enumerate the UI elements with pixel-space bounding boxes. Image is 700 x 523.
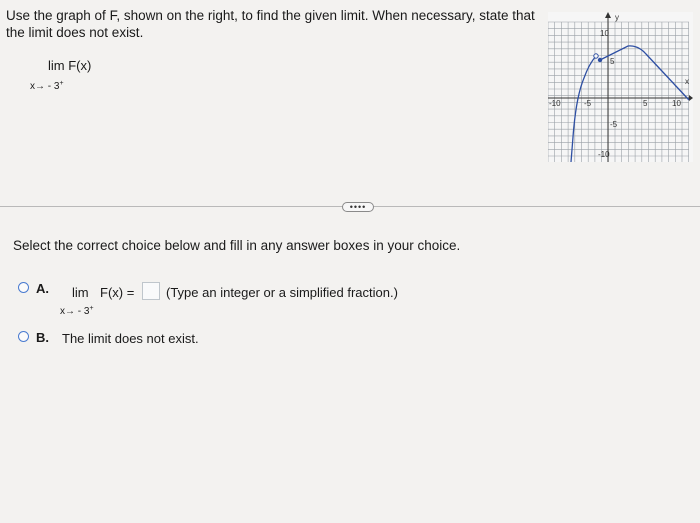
instruction-text: Select the correct choice below and fill in any answer boxes in your choice. [13, 238, 461, 253]
tick-y-5: 5 [610, 57, 615, 66]
question-text: Use the graph of F, shown on the right, to find the given limit. When necessary, state that the limit does not exist. [6, 8, 535, 40]
tick-x-5: 5 [643, 99, 648, 108]
tick-y-neg10: -10 [598, 150, 610, 159]
choice-b-letter: B. [36, 330, 49, 345]
choice-a-lim: lim [72, 285, 89, 300]
open-point [594, 54, 598, 58]
choice-a-subscript: x→ - 3+ [60, 305, 94, 317]
limit-expression: lim F(x) [48, 58, 92, 73]
function-graph[interactable] [548, 12, 693, 162]
tick-x-neg5: -5 [584, 99, 592, 108]
y-axis-label: y [615, 13, 619, 22]
limit-subscript: x→ - 3+ [30, 80, 64, 92]
tick-x-10: 10 [672, 99, 681, 108]
choice-a-letter: A. [36, 281, 49, 296]
choice-a-func: F(x) = [100, 285, 135, 300]
choice-b-radio[interactable] [18, 331, 29, 342]
x-axis-label: x [685, 77, 689, 86]
tick-y-neg5: -5 [610, 120, 618, 129]
more-button[interactable]: •••• [342, 202, 374, 212]
tick-y-10: 10 [600, 29, 609, 38]
choice-a-radio[interactable] [18, 282, 29, 293]
answer-input[interactable] [142, 282, 160, 300]
choice-a-hint: (Type an integer or a simplified fraction.) [166, 285, 398, 300]
tick-x-neg10: -10 [549, 99, 561, 108]
choice-b-text: The limit does not exist. [62, 331, 199, 346]
